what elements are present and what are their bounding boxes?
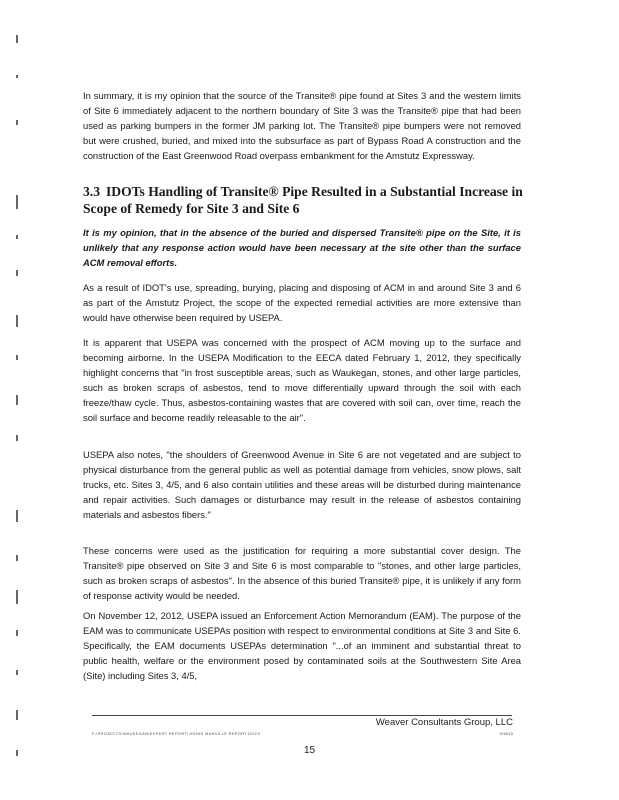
footer-divider	[92, 715, 512, 716]
section-title: IDOTs Handling of Transite® Pipe Resulted in a Substantial Increase in Scope of Remedy for Site 3 and Site 6	[83, 184, 523, 216]
paragraph-idot-acm-scope: As a result of IDOT's use, spreading, burying, placing and disposing of ACM in and around Site 3 and 6 as part of the Amstutz Project, the scope of the expected remedial activities are more extensive than would have otherwise been required by USEPA.	[83, 282, 521, 323]
footer-date: 9/18/15	[499, 731, 513, 736]
paragraph-enforcement-action-memo: On November 12, 2012, USEPA issued an Enforcement Action Memorandum (EAM). The purpose of the EAM was to communicate USEPAs position with respect to environmental conditions at Site 3 and Site 6. Specifically, the EAM documents USEPAs determination "...of an imminent and substantial threat to public health, welfare or the environment posed by contaminated soils at the Southwestern Site Area (Site) including Sites 3, 4/5,	[83, 610, 521, 681]
footer-file-path: F:\PROJECTS\WAUKEGAN\EXPERT REPORT\JOHNS MANVILLE REPORT.DOCX	[92, 731, 261, 736]
page-number: 15	[303, 745, 316, 756]
paragraph-cover-design-justification: These concerns were used as the justification for requiring a more substantial cover design. The Transite® pipe observed on Site 3 and Site 6 is most comparable to "stones, and other large particles, such as broken scraps of asbestos". In the absence of this buried Transite® pipe, it is unlikely if any form of response activity would be needed.	[83, 545, 521, 601]
section-number: 3.3	[83, 184, 100, 199]
paragraph-usepa-greenwood-notes: USEPA also notes, "the shoulders of Greenwood Avenue in Site 6 are not vegetated and are subject to physical disturbance from the general public as well as potential damage from vehicles, snow plows, salt trucks, etc. Sites 3, 4/5, and 6 also contain utilities and these areas will be disturbed during maintenance and repair activities. Such damages or disturbance may result in the release of asbestos containing materials and asbestos fibers."	[83, 449, 521, 520]
left-margin-scan-marks	[12, 30, 32, 790]
footer-company-name: Weaver Consultants Group, LLC	[375, 717, 513, 728]
paragraph-summary: In summary, it is my opinion that the source of the Transite® pipe found at Sites 3 and the western limits of Site 6 immediately adjacent to the northern boundary of Site 3 was the Transite® pipe that had been used as parking bumpers in the former JM parking lot. The Transite® pipe bumpers were not removed but were crushed, buried, and mixed into the subsurface as part of Bypass Road A construction and the construction of the East Greenwood Road overpass embankment for the Amstutz Expressway.	[83, 90, 521, 161]
section-heading	[83, 183, 523, 217]
paragraph-opinion-statement: It is my opinion, that in the absence of the buried and dispersed Transite® pipe on the Site, it is unlikely that any response action would have been necessary at the site other than the surface ACM removal efforts.	[83, 227, 521, 268]
paragraph-usepa-airborne-concern: It is apparent that USEPA was concerned with the prospect of ACM moving up to the surface and becoming airborne. In the USEPA Modification to the EECA dated February 1, 2012, they specifically highlight concerns that "in frost susceptible areas, such as Waukegan, stones, and other large particles, such as broken scraps of asbestos, tend to move differentially upward through the soil with each freeze/thaw cycle. Thus, asbestos-containing wastes that are covered with soil can, over time, reach the soil surface and become readily releasable to the air".	[83, 337, 521, 423]
